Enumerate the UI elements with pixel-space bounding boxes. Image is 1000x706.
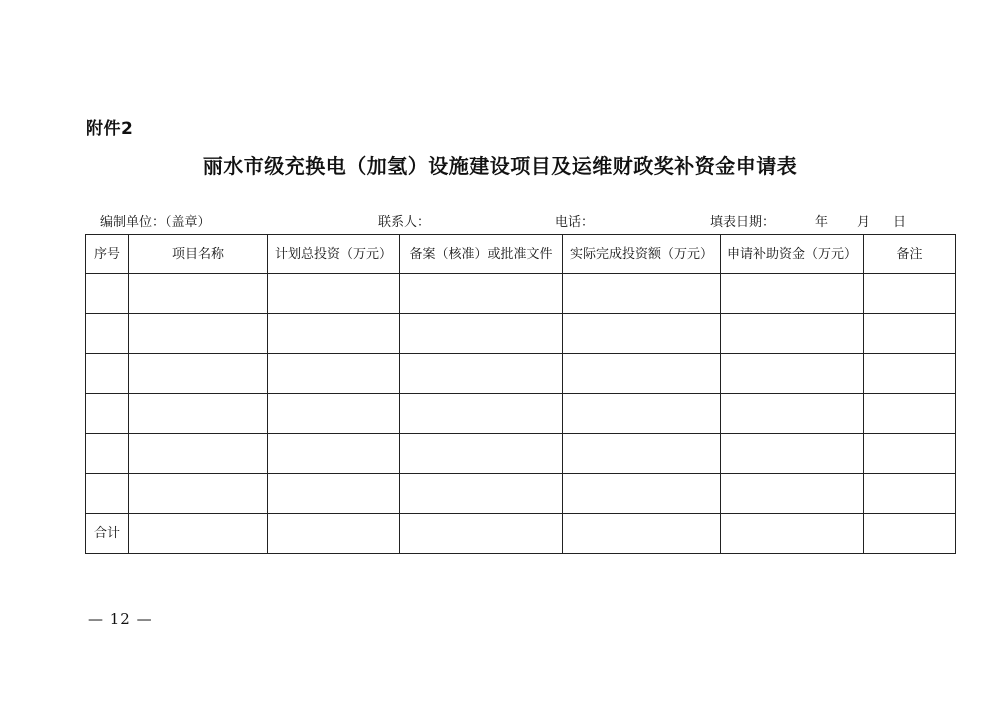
- table-cell[interactable]: [563, 314, 721, 354]
- table-row: [86, 474, 956, 514]
- table-header-row: [86, 235, 956, 274]
- application-table: [85, 234, 956, 554]
- table-cell[interactable]: [129, 274, 268, 314]
- table-cell[interactable]: [129, 314, 268, 354]
- table-cell[interactable]: [563, 394, 721, 434]
- date-day-label: 日: [893, 215, 907, 230]
- header-approval-document: 备案（核准）或批准文件: [400, 235, 563, 274]
- table-row: [86, 314, 956, 354]
- table-cell[interactable]: [268, 274, 400, 314]
- table-cell[interactable]: [864, 514, 956, 554]
- table-cell[interactable]: [400, 354, 563, 394]
- table-cell[interactable]: [268, 314, 400, 354]
- table-cell[interactable]: [400, 514, 563, 554]
- header-subsidy-requested: 申请补助资金（万元）: [721, 235, 864, 274]
- table-row: [86, 434, 956, 474]
- table-cell[interactable]: [721, 274, 864, 314]
- table-cell[interactable]: [129, 474, 268, 514]
- table-cell[interactable]: [129, 434, 268, 474]
- table-cell[interactable]: [268, 514, 400, 554]
- table-row: [86, 354, 956, 394]
- header-project-name: 项目名称: [129, 235, 268, 274]
- table-cell[interactable]: [563, 354, 721, 394]
- table-cell[interactable]: [86, 434, 129, 474]
- table-cell[interactable]: [721, 434, 864, 474]
- table-cell[interactable]: [86, 474, 129, 514]
- table-cell[interactable]: [721, 474, 864, 514]
- header-index: 序号: [86, 235, 129, 274]
- table-cell[interactable]: [86, 274, 129, 314]
- table-cell[interactable]: [86, 354, 129, 394]
- table-cell[interactable]: [400, 474, 563, 514]
- table-cell[interactable]: [864, 274, 956, 314]
- table-cell[interactable]: [721, 394, 864, 434]
- table-cell[interactable]: [86, 314, 129, 354]
- table-cell[interactable]: [721, 354, 864, 394]
- table-cell[interactable]: [400, 434, 563, 474]
- table-cell[interactable]: [563, 274, 721, 314]
- table-cell[interactable]: [864, 314, 956, 354]
- header-planned-investment: 计划总投资（万元）: [268, 235, 400, 274]
- table-cell[interactable]: [721, 314, 864, 354]
- table-cell[interactable]: [400, 274, 563, 314]
- unit-label: 编制单位：（盖章）: [100, 215, 211, 230]
- date-label: 填表日期：: [710, 215, 776, 230]
- table-cell[interactable]: [268, 354, 400, 394]
- table-cell[interactable]: [268, 434, 400, 474]
- table-row: [86, 274, 956, 314]
- total-label: 合计: [86, 514, 129, 554]
- table-cell[interactable]: [864, 394, 956, 434]
- table-cell[interactable]: [563, 514, 721, 554]
- table-cell[interactable]: [721, 514, 864, 554]
- table-cell[interactable]: [400, 314, 563, 354]
- table-cell[interactable]: [563, 474, 721, 514]
- annex-label: 附件2: [86, 119, 134, 139]
- table-cell[interactable]: [400, 394, 563, 434]
- table-cell[interactable]: [563, 434, 721, 474]
- table-cell[interactable]: [86, 394, 129, 434]
- table-cell[interactable]: [129, 394, 268, 434]
- table-cell[interactable]: [268, 474, 400, 514]
- page-title: 丽水市级充换电（加氢）设施建设项目及运维财政奖补资金申请表: [202, 154, 798, 178]
- page-number: — 12 —: [88, 610, 153, 628]
- total-row: [86, 514, 956, 554]
- table-cell[interactable]: [129, 514, 268, 554]
- table-cell[interactable]: [864, 474, 956, 514]
- table-cell[interactable]: [864, 434, 956, 474]
- header-actual-investment: 实际完成投资额（万元）: [563, 235, 721, 274]
- table-cell[interactable]: [129, 354, 268, 394]
- header-remarks: 备注: [864, 235, 956, 274]
- table-row: [86, 394, 956, 434]
- date-month-label: 月: [857, 215, 871, 230]
- table-cell[interactable]: [268, 394, 400, 434]
- contact-label: 联系人：: [378, 215, 431, 230]
- table-cell[interactable]: [864, 354, 956, 394]
- date-year-label: 年: [815, 215, 829, 230]
- phone-label: 电话：: [555, 215, 595, 230]
